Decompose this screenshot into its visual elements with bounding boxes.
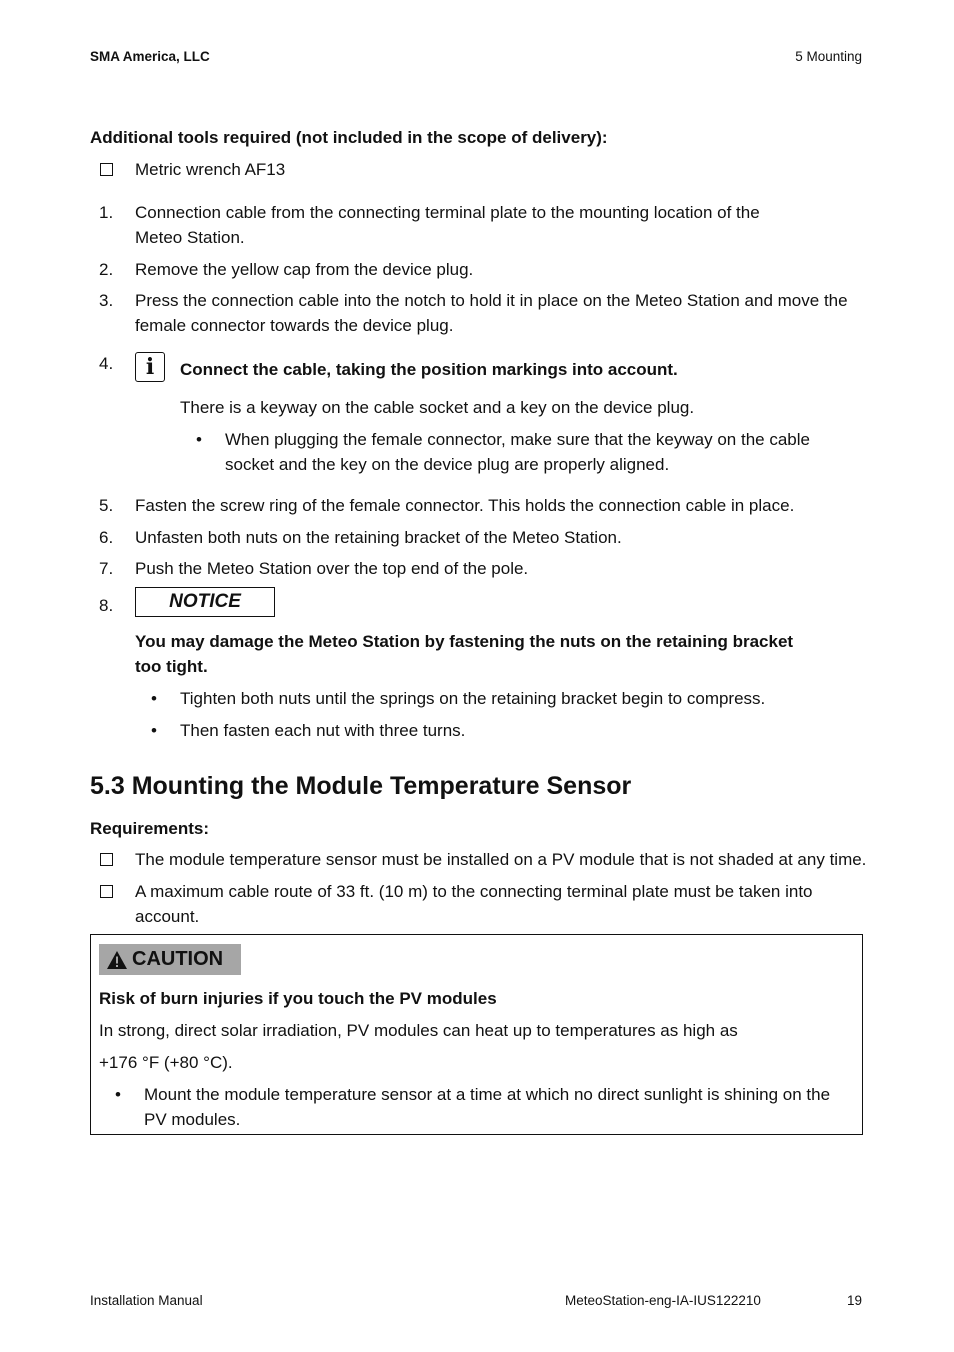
step-number: 8. [99,596,114,615]
checkbox-icon [100,163,113,176]
requirement-text: account. [135,907,200,926]
warning-text: too tight. [135,657,208,676]
step-text: Push the Meteo Station over the top end of the pole. [135,559,529,578]
bullet-icon: • [151,721,157,740]
header-company: SMA America, LLC [90,49,210,64]
bullet-text: When plugging the female connector, make sure that the keyway on the cable [225,430,810,449]
info-icon: i [135,352,165,382]
requirement-text: The module temperature sensor must be installed on a PV module that is not shaded at any time. [135,850,867,869]
step-text: There is a keyway on the cable socket and a key on the device plug. [180,398,695,417]
step-number: 6. [99,528,114,547]
bullet-text: Then fasten each nut with three turns. [180,721,466,740]
bullet-text: PV modules. [144,1110,241,1129]
step-text: Press the connection cable into the notch to hold it in place on the Meteo Station and move the [135,291,848,310]
warning-text: You may damage the Meteo Station by fastening the nuts on the retaining bracket [135,632,794,651]
bullet-text: socket and the key on the device plug are properly aligned. [225,455,670,474]
tools-item: Metric wrench AF13 [135,160,286,179]
step-text: Connection cable from the connecting terminal plate to the mounting location of the [135,203,760,222]
caution-title: Risk of burn injuries if you touch the PV modules [99,989,497,1008]
footer-manual: Installation Manual [90,1293,203,1308]
bullet-icon: • [196,430,202,449]
section-title: 5.3 Mounting the Module Temperature Sensor [90,772,632,800]
warning-triangle-icon [106,950,128,970]
bullet-text: Mount the module temperature sensor at a time at which no direct sunlight is shining on the [144,1085,831,1104]
step-number: 5. [99,496,114,515]
requirement-text: A maximum cable route of 33 ft. (10 m) to the connecting terminal plate must be taken into [135,882,813,901]
bullet-icon: • [151,689,157,708]
step-number: 3. [99,291,114,310]
footer-doc-id: MeteoStation-eng-IA-IUS122210 [565,1293,761,1308]
requirements-label: Requirements: [90,819,210,838]
notice-label: NOTICE [135,587,275,617]
caution-text-line: In strong, direct solar irradiation, PV modules can heat up to temperatures as high as [99,1021,738,1040]
header-section: 5 Mounting [795,49,862,64]
step-text: Unfasten both nuts on the retaining bracket of the Meteo Station. [135,528,622,547]
checkbox-icon [100,853,113,866]
step-text: Meteo Station. [135,228,245,247]
bullet-icon: • [115,1085,121,1104]
step-number: 7. [99,559,114,578]
step-text: female connector towards the device plug. [135,316,454,335]
page-number: 19 [846,1293,862,1308]
bullet-text: Tighten both nuts until the springs on the retaining bracket begin to compress. [180,689,766,708]
step-title: Connect the cable, taking the position markings into account. [180,360,678,379]
step-number: 1. [99,203,114,222]
step-text: Remove the yellow cap from the device plug. [135,260,474,279]
step-number: 4. [99,354,114,373]
step-number: 2. [99,260,114,279]
tools-heading: Additional tools required (not included in the scope of delivery): [90,128,608,147]
checkbox-icon [100,885,113,898]
caution-text: CAUTION [132,948,224,970]
step-text: Fasten the screw ring of the female connector. This holds the connection cable in place. [135,496,795,515]
caution-label [99,944,241,975]
caution-text-line: +176 °F (+80 °C). [99,1053,233,1072]
